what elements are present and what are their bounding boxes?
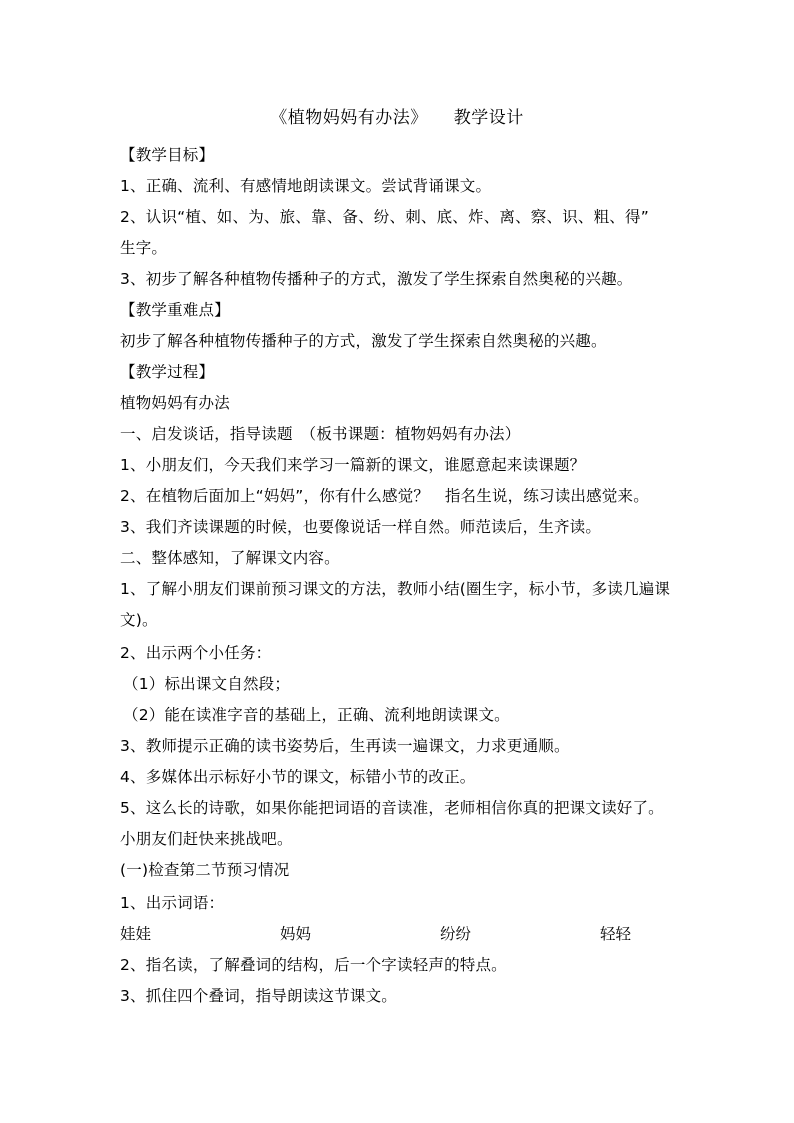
section-heading-key-points: 【教学重难点】 xyxy=(120,301,230,319)
paragraph-line: 4、多媒体出示标好小节的课文，标错小节的改正。 xyxy=(120,768,476,786)
paragraph-line: 一、启发谈话，指导读题 （板书课题：植物妈妈有办法） xyxy=(120,425,521,443)
paragraph-line: 植物妈妈有办法 xyxy=(120,394,230,412)
paragraph-line: （1）标出课文自然段； xyxy=(123,675,291,693)
paragraph-line: (一)检查第二节预习情况 xyxy=(120,861,290,879)
paragraph-line: 3、初步了解各种植物传播种子的方式，激发了学生探索自然奥秘的兴趣。 xyxy=(120,270,633,288)
title-sub: 教学设计 xyxy=(453,108,524,128)
page-title xyxy=(0,108,794,128)
paragraph-line: 小朋友们赶快来挑战吧。 xyxy=(120,830,293,848)
word-item: 妈妈 xyxy=(280,925,312,943)
paragraph-line: 3、我们齐读课题的时候，也要像说话一样自然。师范读后，生齐读。 xyxy=(120,518,602,536)
paragraph-line: 3、抓住四个叠词，指导朗读这节课文。 xyxy=(120,987,397,1005)
word-item: 纷纷 xyxy=(440,925,472,943)
title-main: 《植物妈妈有办法》 xyxy=(270,108,428,128)
paragraph-line: 2、在植物后面加上“妈妈”，你有什么感觉？ 指名生说，练习读出感觉来。 xyxy=(120,487,649,505)
section-heading-process: 【教学过程】 xyxy=(120,363,215,381)
section-heading-objectives: 【教学目标】 xyxy=(120,146,215,164)
paragraph-line: 1、正确、流利、有感情地朗读课文。尝试背诵课文。 xyxy=(120,177,492,195)
paragraph-line: 初步了解各种植物传播种子的方式，激发了学生探索自然奥秘的兴趣。 xyxy=(120,332,607,350)
paragraph-line: 文)。 xyxy=(120,611,158,629)
paragraph-line: （2）能在读准字音的基础上，正确、流利地朗读课文。 xyxy=(123,706,510,724)
paragraph-line: 5、这么长的诗歌，如果你能把词语的音读准，老师相信你真的把课文读好了。 xyxy=(120,799,664,817)
word-item: 轻轻 xyxy=(600,925,632,943)
paragraph-line: 1、小朋友们，今天我们来学习一篇新的课文，谁愿意起来读课题？ xyxy=(120,456,586,474)
paragraph-line: 1、了解小朋友们课前预习课文的方法，教师小结(圈生字，标小节，多读几遍课 xyxy=(120,580,671,598)
paragraph-line: 3、教师提示正确的读书姿势后，生再读一遍课文，力求更通顺。 xyxy=(120,737,570,755)
word-item: 娃娃 xyxy=(120,925,152,943)
paragraph-line: 2、指名读，了解叠词的结构，后一个字读轻声的特点。 xyxy=(120,956,507,974)
paragraph-line: 1、出示词语： xyxy=(120,894,225,912)
paragraph-line: 生字。 xyxy=(120,239,168,257)
paragraph-line: 2、认识“植、如、为、旅、靠、备、纷、刺、底、炸、离、察、识、粗、得” xyxy=(120,208,649,226)
paragraph-line: 二、整体感知，了解课文内容。 xyxy=(120,549,340,567)
paragraph-line: 2、出示两个小任务： xyxy=(120,644,272,662)
